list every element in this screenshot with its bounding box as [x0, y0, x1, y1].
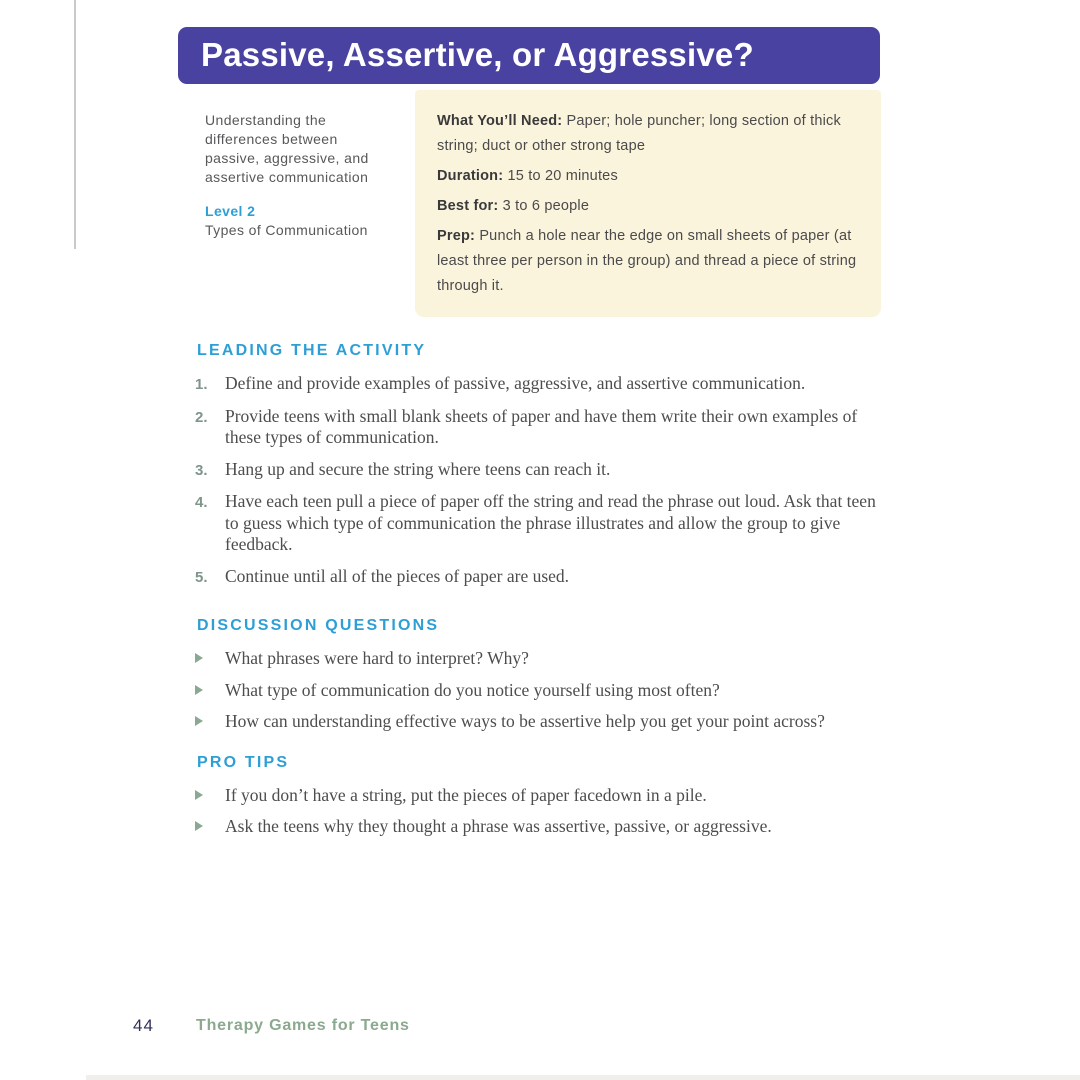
best-for-value: 3 to 6 people [502, 198, 590, 214]
best-for-label: Best for: [437, 198, 499, 214]
leading-the-activity-heading: LEADING THE ACTIVITY [197, 342, 427, 359]
discussion-questions-heading: DISCUSSION QUESTIONS [197, 617, 440, 634]
pro-tip [195, 785, 881, 807]
step-text: Hang up and secure the string where teens can reach it. [225, 458, 611, 479]
step-number: 3. [195, 461, 208, 479]
activity-step [195, 406, 881, 449]
activity-sidebar [205, 111, 387, 240]
what-youll-need-label: What You’ll Need: [437, 113, 563, 129]
triangle-bullet-icon [195, 653, 203, 663]
activity-step [195, 491, 881, 556]
tip-text: Ask the teens why they thought a phrase was assertive, passive, or aggressive. [225, 816, 772, 836]
pro-tip [195, 816, 881, 838]
triangle-bullet-icon [195, 790, 203, 800]
activity-step [195, 373, 881, 396]
activity-title-banner [178, 27, 880, 84]
question-text: How can understanding effective ways to be assertive help you get your point across? [225, 711, 825, 731]
page-bottom-edge [86, 1075, 1080, 1080]
best-for-row [437, 194, 859, 219]
materials-info-box [415, 90, 881, 317]
discussion-question [195, 711, 881, 733]
activity-description: Understanding the differences between passive, aggressive, and assertive communication [205, 112, 369, 185]
page-edge-line [74, 0, 76, 249]
category-label: Types of Communication [205, 222, 368, 238]
main-content [195, 342, 881, 848]
triangle-bullet-icon [195, 821, 203, 831]
prep-value: Punch a hole near the edge on small sheets of paper (at least three per person in the group) and thread a piece of string through it. [437, 228, 857, 294]
pro-tips-heading: PRO TIPS [197, 753, 290, 771]
triangle-bullet-icon [195, 685, 203, 695]
what-youll-need-value: Paper; hole puncher; long section of thick string; duct or other strong tape [437, 113, 841, 154]
prep-row [437, 224, 859, 299]
activity-step [195, 566, 881, 589]
page-number: 44 [133, 1016, 154, 1035]
discussion-question [195, 680, 881, 702]
question-text: What type of communication do you notice yourself using most often? [225, 679, 720, 700]
duration-label: Duration: [437, 168, 504, 184]
level-label: Level 2 [205, 203, 256, 219]
book-title: Therapy Games for Teens [196, 1017, 410, 1034]
duration-value: 15 to 20 minutes [507, 168, 618, 184]
duration-row [437, 164, 859, 189]
step-number: 5. [195, 568, 208, 586]
activity-step [195, 459, 881, 482]
step-text: Have each teen pull a piece of paper off the string and read the phrase out loud. Ask that teen to guess which type of communication the phrase illustrates and allow the group to give feedback. [225, 491, 876, 554]
step-text: Define and provide examples of passive, aggressive, and assertive communication. [225, 373, 806, 393]
step-text: Continue until all of the pieces of paper are used. [225, 565, 570, 586]
tip-text: If you don’t have a string, put the pieces of paper facedown in a pile. [225, 784, 707, 805]
step-number: 2. [195, 408, 208, 426]
step-text: Provide teens with small blank sheets of paper and have them write their own examples of these types of communication. [225, 405, 858, 447]
question-text: What phrases were hard to interpret? Why? [225, 648, 529, 668]
activity-title: Passive, Assertive, or Aggressive? [201, 36, 754, 73]
triangle-bullet-icon [195, 716, 203, 726]
what-youll-need-row [437, 109, 859, 159]
prep-label: Prep: [437, 228, 476, 244]
step-number: 4. [195, 494, 208, 511]
discussion-question [195, 648, 881, 670]
step-number: 1. [195, 376, 208, 393]
